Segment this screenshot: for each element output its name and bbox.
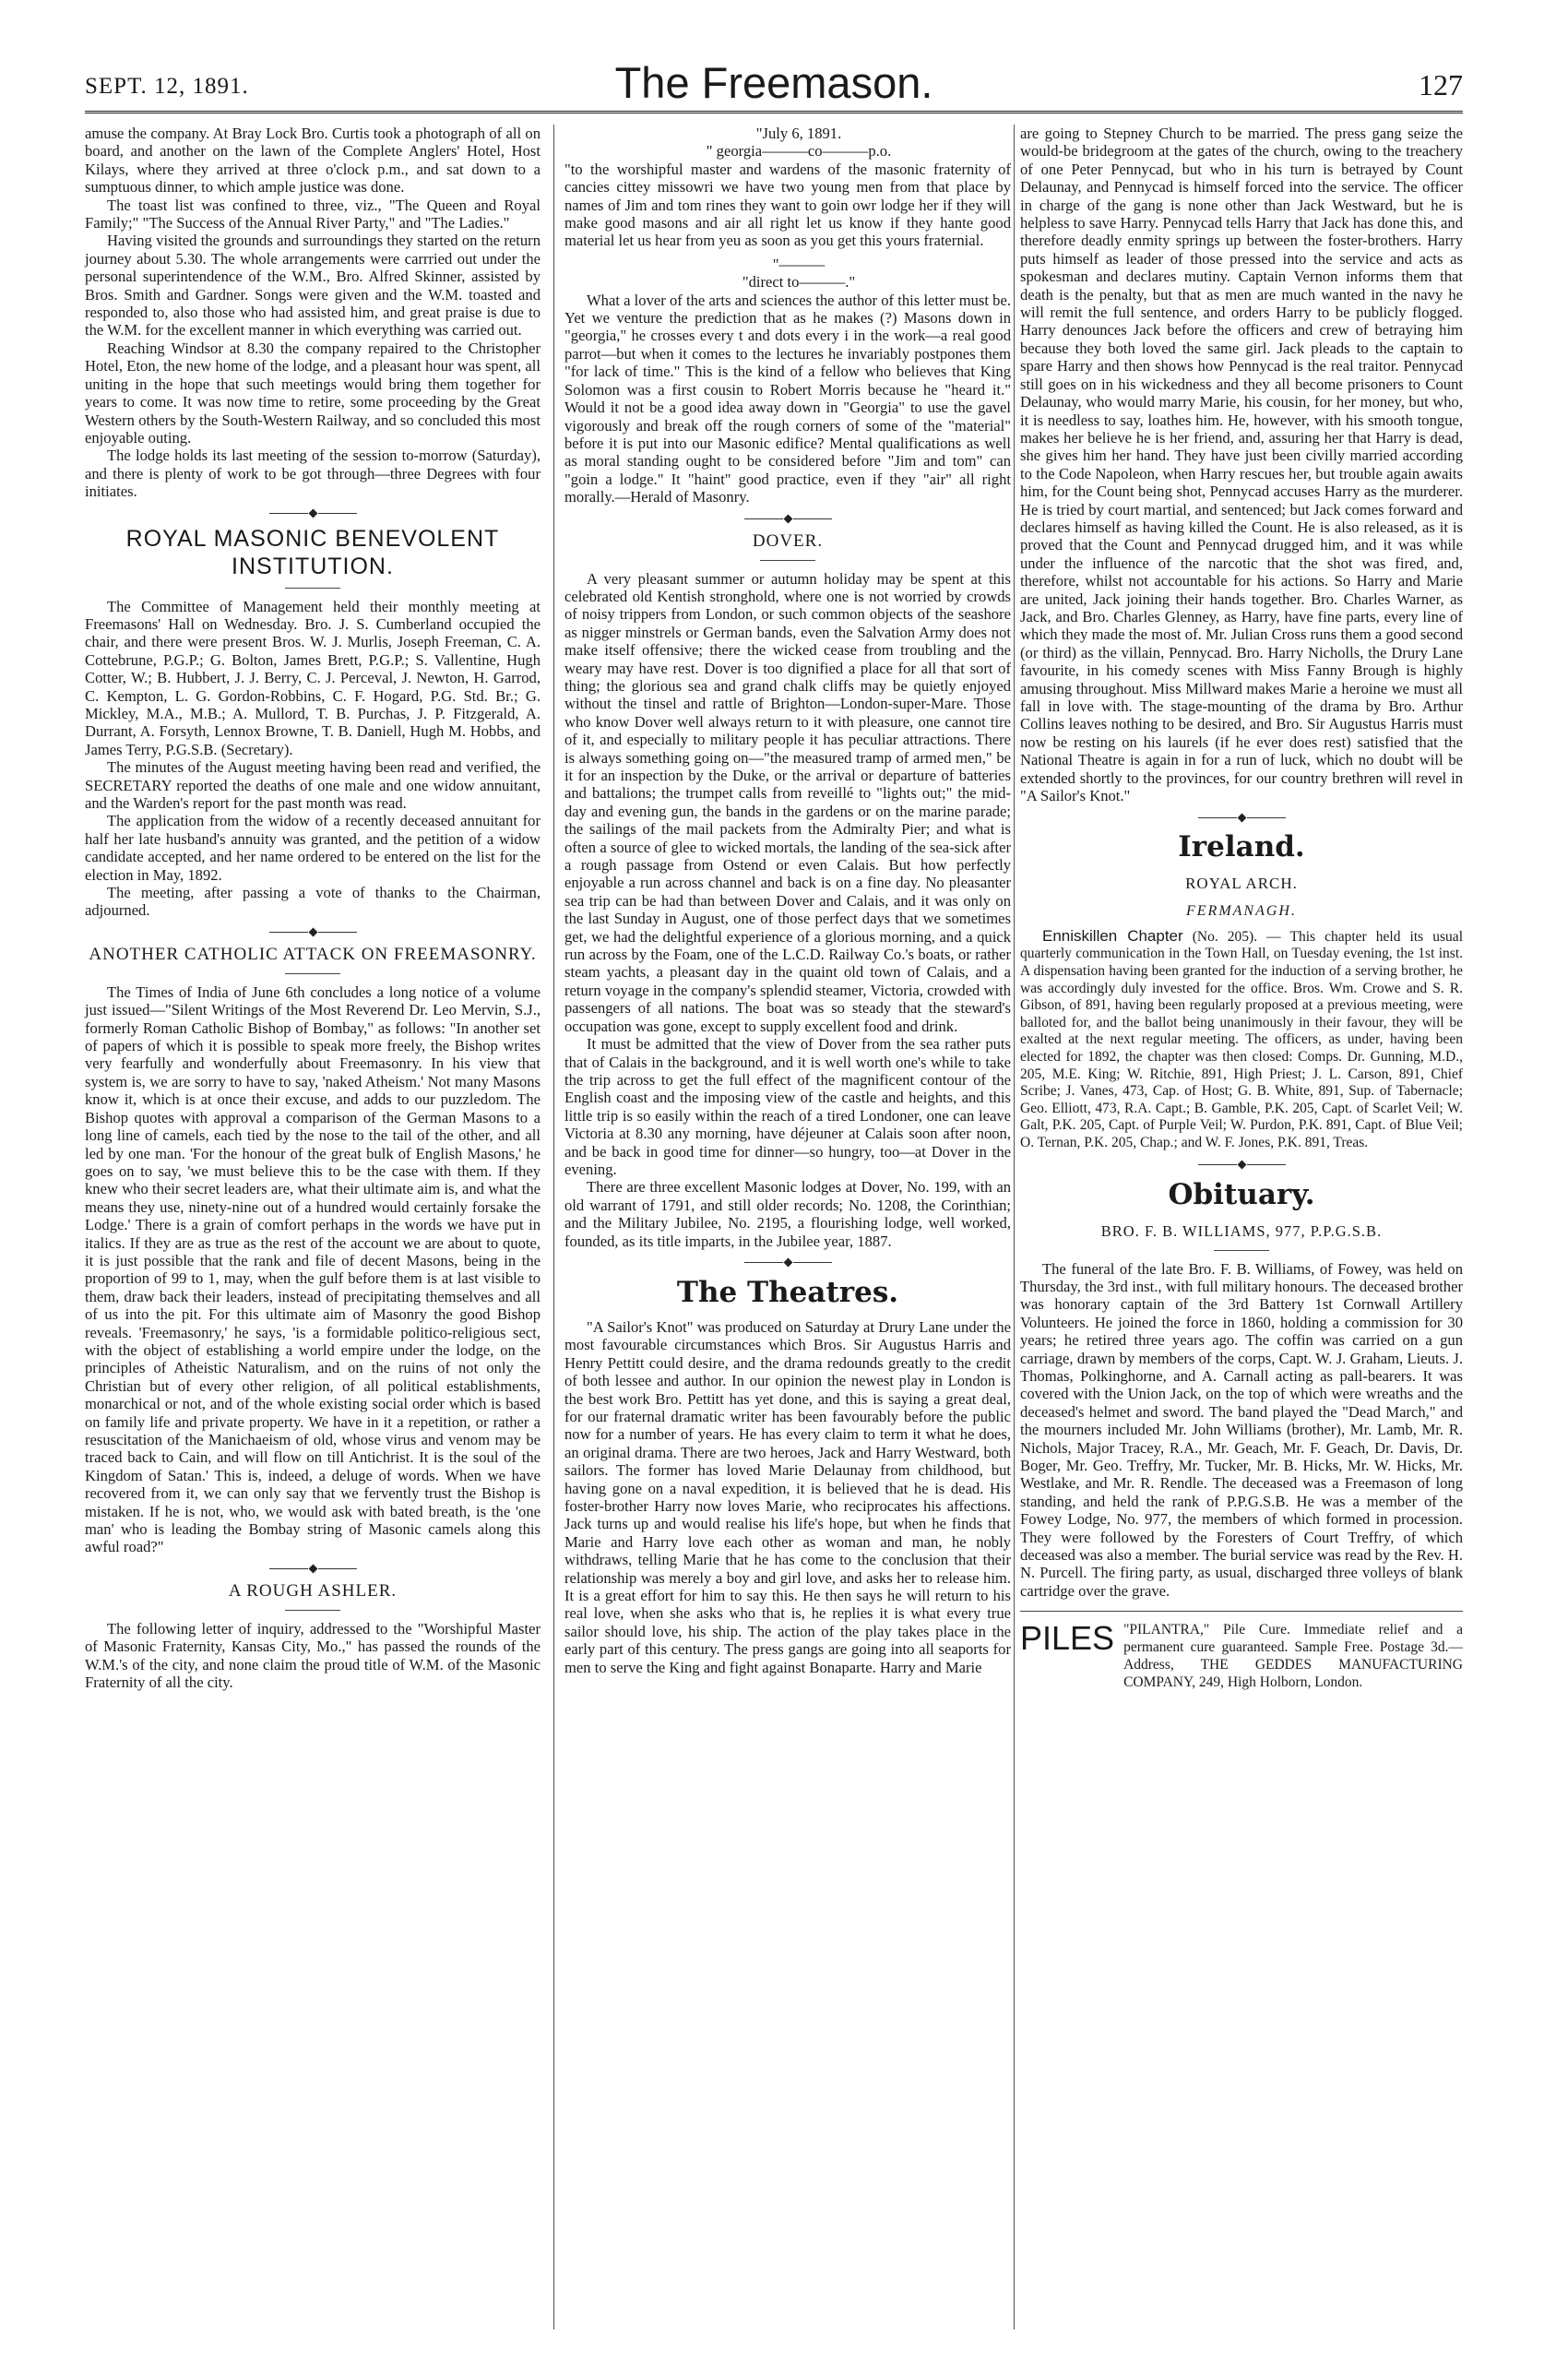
dover-paragraph-2: It must be admitted that the view of Dover from the sea rather puts that of Calais in the background, and it is well worth one's while to take the trip across to get the full effect of the magnificent contour of the English coast and the imposing view of the castle and heights, and this little trip is so easily within the reach of a tired Londoner, one can leave Victoria at 8.30 any morning, have déjeuner at Calais soon after noon, and be back in good time for dinner—so hungry, too—at Dover in the evening. [564, 1035, 1011, 1178]
section-separator [85, 510, 540, 518]
rmbi-attendance-paragraph: The Committee of Management held their monthly meeting at Freemasons' Hall on Wednesday. Bro. J. S. Cumberland occupied the chair, and there were present Bros. W. J. Murlis, Joseph Freeman, C. A. Cottebrune, P.G.P.; G. Bolton, James Brett, P.G.P.; S. Vallentine, Hugh Cotter, W.; B. Hubbert, J. J. Berry, C. J. Perceval, J. Newton, H. Garrod, C. Kempton, L. G. Gordon-Robbins, C. F. Hogard, P.G. Std. Br.; G. Mickley, M.A., M.B.; A. Mullord, T. B. Purchas, J. P. Fitzgerald, A. Durrant, A. Forsyth, Lennox Browne, T. B. Daniell, Hugh M. Hobbs, and James Terry, P.G.S.B. (Secretary). [85, 597, 540, 758]
theatres-paragraph: "A Sailor's Knot" was produced on Saturday at Drury Lane under the most favourable circumstances which Bros. Sir Augustus Harris and Henry Pettitt could desire, and the drama redounds greatly to the credit of both lessee and author. In our opinion the newest play in London is the best work Bro. Pettitt has yet done, and this is saying a great deal, for our fraternal dramatic writer has been favourably before the public now for a number of years. He has every claim to term it what he does, an original drama. There are two heroes, Jack and Harry Westward, both sailors. The former has loved Marie Delaunay from childhood, but having gone on a naval expedition, it is believed that he is dead. His foster-brother Harry now loves Marie, who reciprocates his affections. Jack turns up and would realise his life's hope, but when he finds that Marie and Harry love each other as woman and man, he nobly withdraws, telling Marie that he has come to the conclusion that their relationship was merely a boy and girl love, and asks her to release him. It is a great effort for him to say this. He then says he will return to his real love, when she asks who that is, he replies it is what every true sailor should love, his ship. The action of the play takes place in the early part of this century. The press gangs are going into all seaports for men to serve the King and fight against Bonaparte. Harry and Marie [564, 1317, 1011, 1676]
ireland-heading: Ireland. [1178, 830, 1305, 864]
obituary-heading: Obituary. [1168, 1177, 1315, 1211]
page-header [85, 54, 1463, 109]
letter-direction: "direct to———." [742, 273, 856, 292]
column-rule-1 [553, 125, 554, 2329]
advert-text: "PILANTRA," Pile Cure. Immediate relief and a permanent cure guaranteed. Sample Free. Postage 3d.—Address, THE GEDDES MANUFACTURING COMPANY, 249, High Holborn, London. [1123, 1622, 1463, 1691]
letter-body: "to the worshipful master and wardens of the masonic fraternity of cancies cittey missowri we have two young men from that place by names of Jim and tom rines they want to goin owr lodge her if they will make good masons and air all right let us know if they hante good material let us hear from yeu as soon as you get this yours fraternial. [564, 160, 1011, 250]
column-2 [564, 125, 1011, 1676]
dover-paragraph-3: There are three excellent Masonic lodges at Dover, No. 199, with an old warrant of 1791, and still older records; No. 1208, the Corinthian; and the Military Jubilee, No. 2195, a flourishing lodge, well worked, founded, as its title imparts, in the Jubilee year, 1887. [564, 1178, 1011, 1250]
return-journey-paragraph: Having visited the grounds and surroundings they started on the return journey about 5.30. The whole arrangements were carrried out under the personal superintendence of the W.M., Bro. Alfred Skinner, assisted by Bros. Smith and Gardner. Songs were given and the W.M. toasted and responded to, also those who had assisted him, and great praise is due to the W.M. for the excellent manner in which everything was carried out. [85, 232, 540, 339]
theatres-paragraph-continued: are going to Stepney Church to be married. The press gang seize the would-be bridegroom at the gates of the church, owing to the treachery of one Peter Pennycad, but who in his turn is betrayed by Count Delaunay, and Pennycad is himself forced into the service. The officer in charge of the gang is none other than Jack Westward, but he is helpless to save Harry. Pennycad tells Harry that Jack has done this, and therefore deadly enmity springs up between the foster-brothers. Harry puts himself as leader of those pressed into the service and acts as spokesman and declares mutiny. Captain Vernon informs them that death is the penalty, but that as men are much wanted in the navy he will remit the full sentence, and orders Harry to be publicly flogged. Harry denounces Jack before the officers and crew of betraying him because they both loved the same girl. Jack pleads to the captain to spare Harry and then shows how Pennycad is the real traitor. Pennycad still goes on in his wickedness and they all become prisoners to Count Delaunay, who would marry Marie, his cousin, for her money, but who, it is needless to say, loathes him. He, however, with his smooth tongue, makes her believe he is her friend, and, assuring her that Harry is dead, she gives him her hand. They have just been civilly married according to the Code Napoleon, when Harry rescues her, but trouble again awaits him, for the Count being shot, Pennycad accuses Harry as the murderer. He is tried by court martial, and sentenced; but Jack comes forward and declares himself as having killed the Count. He is also released, as it is proved that the Count and Pennycad drugged him, and it was while under the influence of the narcotic that the shot was fired, and, therefore, whilst not accountable for his actions. So Harry and Marie are united, Jack joining their hands together. Bro. Charles Warner, as Jack, and Bro. Charles Glenney, as Harry, have fine parts, every line of which they made the most of. Mr. Julian Cross runs them a good second (or third) as the villain, Pennycad. Bro. Harry Nicholls, the Drury Lane favourite, in his comedy scenes with Miss Fanny Brough is highly amusing throughout. Miss Millward makes Marie a heroine we must all fall in love with. The stage-mounting of the drama by Bro. Arthur Collins leaves nothing to be desired, and Bro. Sir Augustus Harris must now be resting on his laurels (if he ever does rest) satisfied that the National Theatre is again in for a run of luck, which no doubt will be extended shortly to the provinces, for our country brethren will revel in "A Sailor's Knot." [1020, 125, 1463, 805]
catholic-attack-paragraph: The Times of India of June 6th concludes a long notice of a volume just issued—"Silent Writings of the Most Reverend Dr. Leo Mervin, S.J., formerly Roman Catholic Bishop of Bombay," as follows: "In another set of papers of which it is possible to speak more freely, the Bishop writes very fearfully and wonderfully about Freemasonry. In his view that system is, we are sorry to have to say, 'naked Atheism.' Not many Masons know it, which is at once their excuse, and adds to our puzzledom. The Bishop quotes with approval a comparison of the German Masons to a long line of camels, each tied by the nose to the tail of the other, and all led by one man. 'For the honour of the great bulk of English Masons,' he goes on to say, 'we must believe this to be the case with them. If they knew who their secret leaders are, what their ultimate aim is, and what the means they use, ninety-nine out of a hundred would certainly forsake the Lodge.' There is a grain of comfort perhaps in the words we have put in italics. If they are as true as the rest of the account we are about to quote, it is just possible that the rank and file of decent Masons, being in the proportion of 99 to 1, may, when the gulf before them is at last visible to them, draw back their leaders, instead of precipitating themselves and all of us into the pit. For this ultimate aim of Masonry the good Bishop reveals. 'Freemasonry,' he says, 'is a formidable politico-religious sect, with the object of establishing a world empire under the lodge, on the principles of Atheistic Naturalism, and on the ruins of not only the Christian but of every other religion, of all political establishments, monarchical or not, and of the whole existing social order which is based on family life and private property. We have in it a repetition, or rather a resuscitation of the Manichaeism of old, whose virus and venom may be traced back to Cain, and will flow on till Antichrist. It is the soul of the Kingdom of Satan.' This is, indeed, a deluge of words. When we have recovered from it, we can only say that we fervently trust the Bishop is mistaken. If he is not, who, we would ask with bated breath, is the 'one man' who is leading the Bombay string of Masonic camels along this awful road?" [85, 983, 540, 1556]
page-number: 127 [1419, 68, 1463, 101]
river-party-paragraph: amuse the company. At Bray Lock Bro. Curtis took a photograph of all on board, and another on the lawn of the Complete Anglers' Hotel, Host Kilays, where they arrived at three o'clock p.m., and sat down to a sumptuous dinner, to which ample justice was done. [85, 125, 540, 197]
chapter-name: Enniskillen Chapter [1042, 926, 1183, 945]
column-1 [85, 125, 540, 1691]
column-rule-2 [1014, 125, 1015, 2329]
letter-signature: "——— [772, 255, 826, 273]
obituary-paragraph: The funeral of the late Bro. F. B. Williams, of Fowey, was held on Thursday, the 3rd inst., with full military honours. The deceased brother was honorary captain of the 3rd Battery 1st Cornwall Artillery Volunteers. He joined the force in 1860, holding a commission for 30 years; he retired three years ago. The coffin was carried on a gun carriage, drawn by members of the corps, Capt. W. J. Graham, Lieuts. J. Thomas, Polkinghorne, and A. Carnall acting as pall-bearers. It was covered with the Union Jack, on the top of which were wreaths and the deceased's helmet and sword. The band played the "Dead March," and the mourners included Mr. John Williams (brother), Mr. Lamb, Mr. R. Nichols, Major Tracey, R.A., Mr. Geach, Mr. F. Geach, Dr. Davis, Dr. Boger, Mr. Geo. Treffry, Mr. Tucker, Mr. B. Hicks, Mr. W. Hicks, Mr. Westlake, and Mr. R. Rendle. The deceased was a Freemason of long standing, and held the rank of P.P.G.S.B. He was a member of the Fowey Lodge, No. 977, the members of which formed in procession. They were followed by the Foresters of Court Treffry, of which deceased was also a member. The burial service was read by the Rev. H. N. Purcell. The firing party, as usual, discharged three volleys of blank cartridge over the grave. [1020, 1259, 1463, 1600]
heading-rule [285, 973, 340, 974]
issue-date: SEPT. 12, 1891. [85, 74, 249, 99]
section-separator [1020, 1161, 1463, 1169]
heading-rule [1214, 1250, 1269, 1251]
letter-date: "July 6, 1891. [755, 125, 842, 142]
advert-headline: PILES [1020, 1619, 1115, 1658]
section-separator [564, 516, 1011, 523]
column-3 [1020, 125, 1463, 1691]
letter-address: " georgia———co———p.o. [706, 142, 892, 161]
rmbi-minutes-paragraph: The minutes of the August meeting having been read and verified, the SECRETARY reported the deaths of one male and one widow annuitant, and the Warden's report for the past month was read. [85, 758, 540, 812]
heading-rule [760, 560, 815, 561]
rmbi-heading: ROYAL MASONIC BENEVOLENT INSTITUTION. [125, 525, 500, 579]
chapter-report: (No. 205). — This chapter held its usual quarterly communication in the Town Hall, on Tuesday evening, the 1st inst. A dispensation having been granted for the induction of a serving brother, he was accordingly duly invested for the office. Bros. Wm. Crowe and S. R. Gibson, of 891, having been regularly proposed at a previous meeting, were balloted for, and the ballot being unanimously in their favour, they will be exalted at the next regular meeting. The officers, as under, having been elected for 1892, the chapter was then closed: Comps. Dr. Gunning, M.D., 205, M.E. King; W. Ritchie, 891, High Priest; J. L. Carson, 891, Chief Scribe; J. Vanes, 473, Cap. of Host; G. B. White, 891, Sup. of Tabernacle; Geo. Elliott, 473, R.A. Capt.; B. Gamble, P.K. 205, Capt. of Scarlet Veil; W. Galt, P.K. 205, Capt. of Purple Veil; W. Purdon, P.K. 891, Capt. of Blue Veil; O. Ternan, P.K. 205, Chap.; and W. F. Jones, P.K. 891, Treas. [1020, 928, 1463, 1150]
windsor-paragraph: Reaching Windsor at 8.30 the company repaired to the Christopher Hotel, Eton, the new home of the lodge, and a pleasant hour was spent, all uniting in the hope that such meetings would bring them together for years to come. It was now time to retire, some proceeding by the Great Western others by the South-Western Railway, and so concluded this most enjoyable outing. [85, 339, 540, 447]
theatres-heading: The Theatres. [676, 1275, 899, 1309]
section-separator [85, 929, 540, 936]
section-separator [1020, 814, 1463, 821]
obituary-name: BRO. F. B. WILLIAMS, 977, P.P.G.S.B. [1100, 1221, 1383, 1240]
dover-heading: DOVER. [752, 530, 824, 551]
masthead-title: The Freemason. [614, 58, 933, 107]
section-separator [564, 1259, 1011, 1267]
rough-ashler-paragraph: The following letter of inquiry, addressed to the "Worshipful Master of Masonic Fraternity, Kansas City, Mo.," has passed the rounds of the W.M.'s of the city, and none claim the proud title of W.M. of the Masonic Fraternity of all the city. [85, 1619, 540, 1692]
heading-rule [285, 1610, 340, 1611]
header-rule [85, 111, 1463, 113]
fermanagh-subheading: FERMANAGH. [1186, 903, 1297, 920]
rough-ashler-heading: A ROUGH ASHLER. [228, 1580, 398, 1601]
lodge-meeting-paragraph: The lodge holds its last meeting of the session to-morrow (Saturday), and there is plenty of work to be got through—three Degrees with four initiates. [85, 447, 540, 501]
letter-comment-paragraph: What a lover of the arts and sciences the author of this letter must be. Yet we venture the prediction that as he makes (?) Masons down in "georgia," he crosses every t and dots every i in the work—a real good parrot—but when it comes to the lectures he invariably postpones them "for lack of time." This is the kind of a fellow who believes that King Solomon was a first cousin to Robert Morris because he "heard it." Would it not be a good idea away down in "Georgia" to use the gavel vigorously and break off the rough corners of some of the "material" before it is put into our Masonic edifice? Mental qualifications as well as moral standing ought to be considered before "Jim and tom" can "goin a lodge." It "haint" good practice, even if they "air" all right morally.—Herald of Masonry. [564, 291, 1011, 506]
pilantra-advertisement [1020, 1611, 1463, 1691]
heading-rule [285, 588, 340, 589]
royal-arch-subheading: ROYAL ARCH. [1185, 875, 1298, 893]
rmbi-application-paragraph: The application from the widow of a recently deceased annuitant for half her late husband's annuity was granted, and the petition of a widow candidate accepted, and her name ordered to be entered on the list for the election in May, 1892. [85, 812, 540, 884]
dover-paragraph-1: A very pleasant summer or autumn holiday may be spent at this celebrated old Kentish stronghold, where one is not worried by crowds of noisy trippers from London, or such common objects of the seashore as nigger minstrels or German bands, even the Salvation Army does not make itself offensive; there the wicked cease from troubling and the weary may have rest. Dover is too dignified a place for all that sort of thing; the glorious sea and grand chalk cliffs may be quietly enjoyed without the tinsel and rattle of Brighton—London-super-Mare. Those who know Dover well always return to it with pleasure, one cannot tire of it, and especially to military people it has peculiar attractions. There is always something going on—"the measured tramp of armed men," be it for an inspection by the Duke, or the arrival or departure of batteries and battalions; the trumpet calls from reveillé to "lights out;" the mid-day and evening gun, the bands in the gardens or on the marine parade; the sailings of the mail packets from the Admiralty Pier; and what is often a source of glee to wicked mortals, the landing of the sea-sick after a rough passage from Ostend or even Calais. But how perfectly enjoyable a run across channel and back is on a fine day. No pleasanter sea trip can be had than between Dover and Calais, and it was only on the last Sunday in August, one of those perfect days that we sometimes get, we had the delightful experience of a glorious morning, and a quick run across by the Foam, one of the L.C.D. Railway Co.'s boats, or rather steam yachts, a pleasant day in the quaint old town of Calais, and a return voyage in the company's splendid steamer, Victoria, crowded with passengers of all nations. The boat was so steady that the steward's occupation was gone, except to supply excellent food and drink. [564, 569, 1011, 1035]
toast-list-paragraph: The toast list was confined to three, viz., "The Queen and Royal Family;" "The Success of the Annual River Party," and "The Ladies." [85, 196, 540, 232]
rmbi-adjourned-paragraph: The meeting, after passing a vote of thanks to the Chairman, adjourned. [85, 884, 540, 920]
catholic-attack-heading: ANOTHER CATHOLIC ATTACK ON FREEMASONRY. [89, 944, 537, 964]
section-separator [85, 1566, 540, 1573]
